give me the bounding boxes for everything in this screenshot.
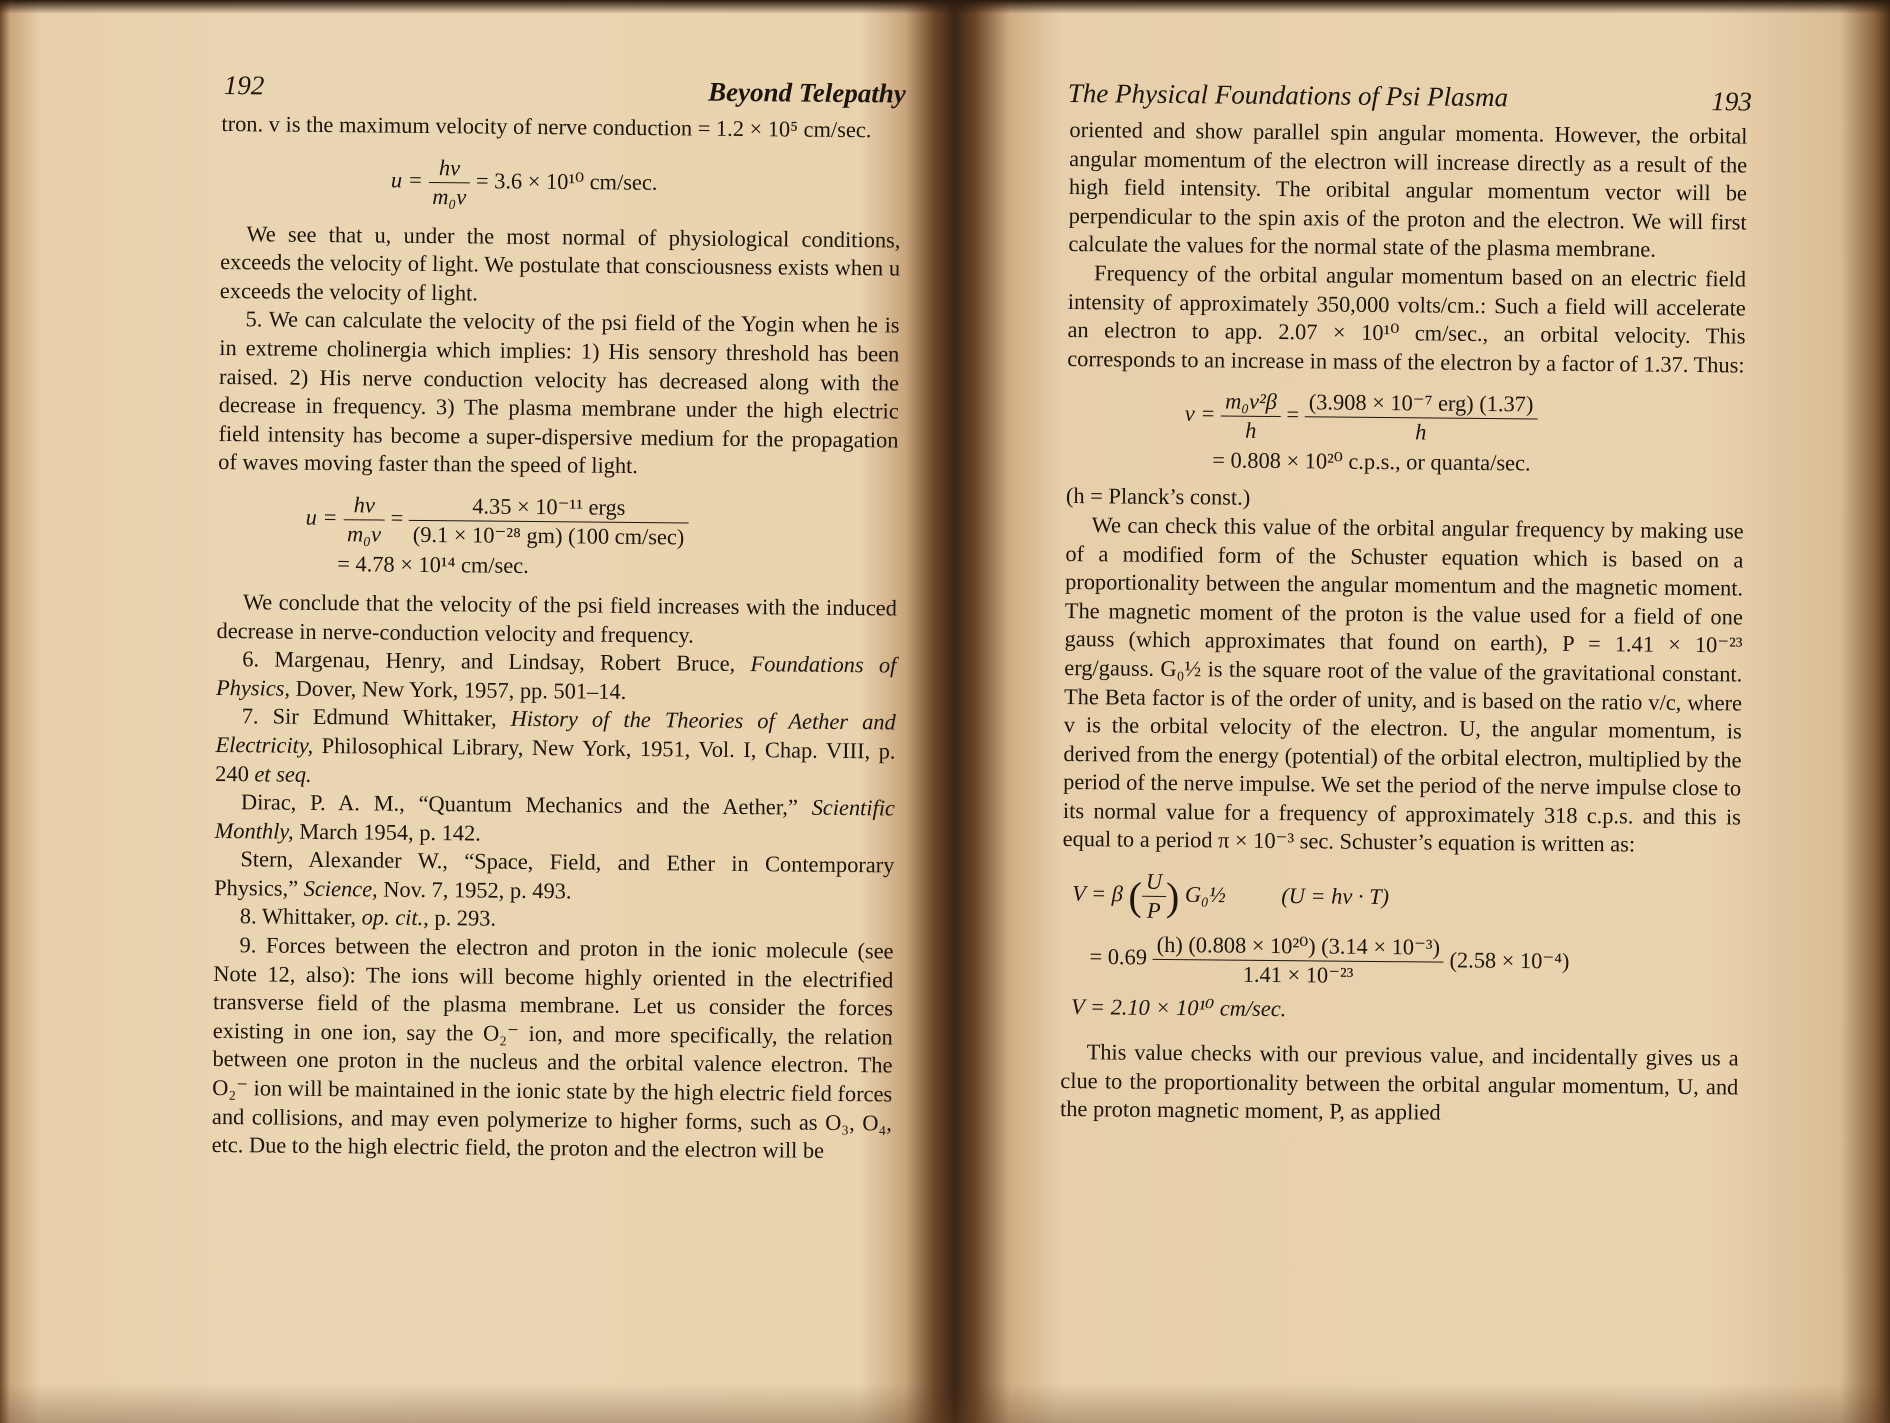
paragraph: (h = Planck’s const.): [1065, 483, 1251, 511]
paragraph: tron. v is the maximum velocity of nerve conduction = 1.2 × 10⁵ cm/sec.: [221, 110, 872, 143]
reference: Dirac, P. A. M., “Quantum Mechanics and the Aether,” Scientific Monthly, March 1954, p. 142.: [214, 789, 896, 846]
fraction: $\frac{\text{m₀v²β}}{h}$: [1221, 389, 1281, 445]
paragraph: 5. We can calculate the velocity of the psi field of the Yogin when he is in extreme cholinergia which implies: 1) His sensory threshold has been raised. 2) His nerve conduction velocity has decreased along with the decrease in frequency. 3) The plasma membrane under the high electric field intensity has become a super-dispersive medium for the propagation of waves moving faster than the speed of light.: [218, 306, 900, 479]
page-number: 193: [1711, 86, 1752, 117]
left-header: [222, 70, 906, 117]
equation: V = β ( $\frac{U}{P}$ ) G₀½ (U = hν · T): [1072, 868, 1390, 923]
fraction: $\frac{U}{P}$: [1142, 869, 1167, 924]
running-head: The Physical Foundations of Psi Plasma: [1067, 77, 1509, 113]
paren-open: (: [1128, 873, 1143, 919]
equation: ν = $\frac{\text{m₀v²β}}{h}$ = $\frac{\text{(3.908 × 10⁻⁷ erg) (1.37)}}{h}$: [1184, 388, 1745, 448]
reference: 8. Whittaker, op. cit., p. 293.: [239, 903, 497, 932]
paragraph: We can check this value of the orbital angular frequency by making use of a modified form of the Schuster equation which is based on a proportionality between the angular momentum and the magnetic moment. The magnetic moment of the proton is the value used for a field of one gauss (which approximates that found on earth), P = 1.41 × 10⁻²³ erg/gauss. G₀½ is the square root of the value of the gravitational constant. The Beta factor is of the order of unity, and is based on the ratio v/c, where v is the orbital velocity of the electron. U, the angular momentum, is derived from the energy (potential) of the orbital electron, multiplied by the period of the nerve impulse. We set the period of the nerve impulse close to its normal value for a frequency of approximately 318 c.p.s. and this is equal to a period π × 10⁻³ sec. Schuster’s equation is written as:: [1062, 512, 1744, 857]
paragraph: 9. Forces between the electron and proton in the ionic molecule (see Note 12, also): The ions will become highly oriented in the electrified transverse field of the plasma membrane. Let us consider the forces existing in one ion, say the O₂⁻ ion, and more specifically, the relation between one proton in the nucleus and the orbital valence electron. The O₂⁻ ion will be maintained in the ionic state by the high electric field forces and collisions, and may even polymerize to higher forms, such as O₃, O₄, etc. Due to the high electric field, the proton and the electron will be: [211, 932, 894, 1164]
equation: u = $\frac{hv}{\text{m₀v}}$ = 3.6 × 10¹⁰ cm/sec.: [390, 154, 658, 209]
fraction: $\frac{hv}{\text{m₀v}}$: [343, 492, 385, 547]
left-page: [211, 70, 906, 1166]
fraction: $\frac{hv}{\text{m₀v}}$: [428, 155, 470, 210]
equation: u = $\frac{hv}{\text{m₀v}}$ = $\frac{\text{4.35 × 10⁻¹¹ ergs}}{\text{(9.1 × 10⁻²⁸ gm) (100 cm/sec)}}$: [305, 492, 898, 553]
right-page: [1059, 76, 1752, 1130]
page-number: 192: [223, 70, 265, 101]
equation-result: V = 2.10 × 10¹⁰ cm/sec.: [1070, 994, 1287, 1022]
reference: 7. Sir Edmund Whittaker, History of the Theories of Aether and Electricity, Philosophical Library, New York, 1951, Vol. I, Chap. VIII, p. 240 et seq.: [215, 703, 896, 787]
running-head: Beyond Telepathy: [707, 76, 906, 109]
equation-result: = 0.808 × 10²⁰ c.p.s., or quanta/sec.: [1212, 447, 1531, 476]
paren-close: ): [1165, 874, 1180, 920]
paragraph: oriented and show parallel spin angular momenta. However, the orbital angular momentum of the electron will increase directly as a result of the high field intensity. The oribital angular momentum vector will be perpendicular to the spin axis of the proton and the electron. We will first calculate the values for the normal state of the plasma membrane.: [1068, 116, 1748, 263]
reference: Stern, Alexander W., “Space, Field, and Ether in Contemporary Physics,” Science, Nov. 7, 1952, p. 493.: [214, 846, 895, 904]
fraction: $\frac{\text{(h) (0.808 × 10²⁰) (3.14 × 10⁻³)}}{\text{1.41 × 10⁻²³}}$: [1152, 932, 1444, 990]
paragraph: We see that u, under the most normal of physiological conditions, exceeds the velocity of light. We postulate that consciousness exists when u exceeds the velocity of light.: [219, 220, 901, 306]
reference: 6. Margenau, Henry, and Lindsay, Robert Bruce, Foundations of Physics, Dover, New York, 1957, pp. 501–14.: [215, 646, 897, 704]
equation-result: = 4.78 × 10¹⁴ cm/sec.: [337, 551, 529, 578]
fraction: $\frac{\text{4.35 × 10⁻¹¹ ergs}}{\text{(9.1 × 10⁻²⁸ gm) (100 cm/sec)}}$: [409, 493, 689, 551]
equation: = 0.69 $\frac{\text{(h) (0.808 × 10²⁰) (3.14 × 10⁻³)}}{\text{1.41 × 10⁻²³}}$ (2.58 × 10⁻⁴): [1089, 931, 1570, 988]
paragraph: We conclude that the velocity of the psi field increases with the induced decrease in nerve-conduction velocity and frequency.: [216, 589, 897, 648]
paragraph: This value checks with our previous value, and incidentally gives us a clue to the proportionality between the orbital angular momentum, U, and the proton magnetic moment, P, as applied: [1059, 1039, 1739, 1125]
paragraph: Frequency of the orbital angular momentum based on an electric field intensity of approximately 350,000 volts/cm.: Such a field will accelerate an electron to app. 2.07 × 10¹⁰ cm/sec., an orbital velocity. This corresponds to an increase in mass of the electron by a factor of 1.37. Thus:: [1067, 260, 1747, 378]
fraction: $\frac{\text{(3.908 × 10⁻⁷ erg) (1.37)}}{h}$: [1304, 390, 1537, 447]
right-header: [1067, 76, 1752, 123]
